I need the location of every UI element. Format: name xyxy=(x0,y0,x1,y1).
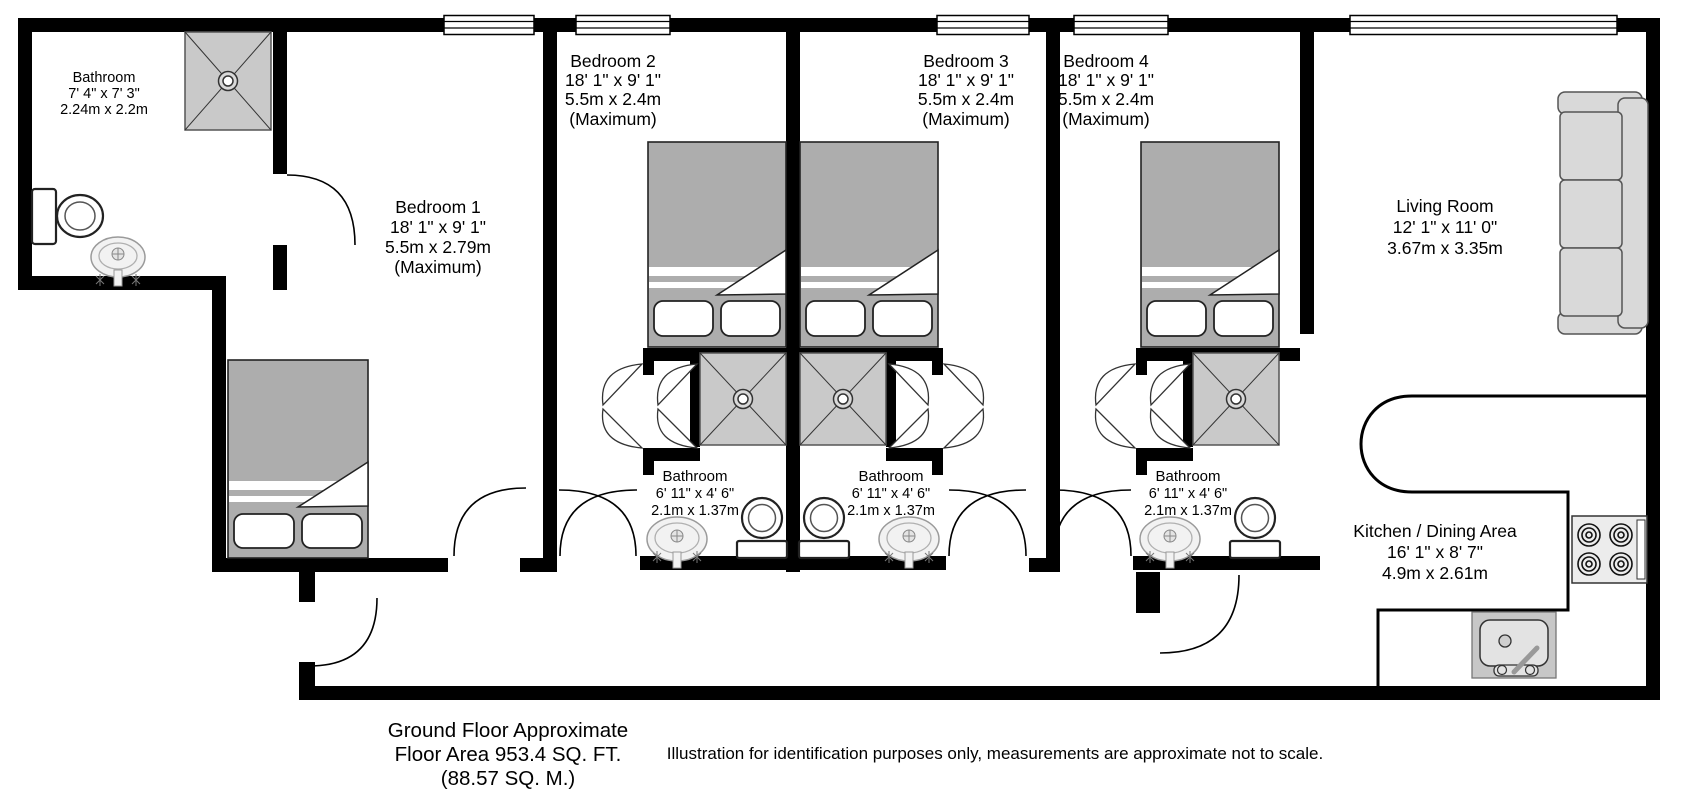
wall-segment xyxy=(643,448,654,475)
wall-segment xyxy=(299,686,1660,700)
window-icon xyxy=(937,16,1029,35)
hob-icon xyxy=(1572,516,1647,583)
room-dims-imperial: 12' 1" x 11' 0" xyxy=(1392,217,1498,237)
wall-segment xyxy=(212,558,448,572)
room-dims-imperial: 18' 1" x 9' 1" xyxy=(1058,70,1154,90)
wall-segment xyxy=(273,245,287,290)
wall-segment xyxy=(932,348,943,375)
room-dims-imperial: 6' 11" x 4' 6" xyxy=(1148,486,1228,502)
room-name: Bedroom 1 xyxy=(395,197,481,217)
toilet-icon xyxy=(1230,498,1280,558)
bed-icon xyxy=(800,142,938,347)
door-arc xyxy=(949,490,1026,556)
room-dims-metric: 5.5m x 2.79m xyxy=(384,237,492,257)
room-dims-metric: 2.1m x 1.37m xyxy=(1144,503,1232,519)
room-dims-metric: 5.5m x 2.4m xyxy=(1057,89,1155,109)
bifold-door-icon xyxy=(944,409,984,448)
room-dims-metric: 5.5m x 2.4m xyxy=(917,89,1015,109)
window-icon xyxy=(1074,16,1168,35)
room-name: Bedroom 2 xyxy=(570,51,656,71)
door-arc xyxy=(560,490,637,556)
wall-segment xyxy=(786,18,800,572)
room-dims-metric: 3.67m x 3.35m xyxy=(1387,238,1503,258)
bifold-door-icon xyxy=(1095,409,1135,448)
door-arc xyxy=(949,490,1026,556)
room-dims-imperial: 18' 1" x 9' 1" xyxy=(918,70,1014,90)
room-name: Bathroom xyxy=(858,468,924,485)
room-label-ensuite4 xyxy=(1144,468,1232,519)
room-name: Bedroom 4 xyxy=(1063,51,1149,71)
toilet-icon xyxy=(737,498,787,558)
room-qualifier: (Maximum) xyxy=(394,257,482,277)
room-dims-imperial: 7' 4" x 7' 3" xyxy=(68,86,140,102)
bed-icon xyxy=(648,142,786,347)
shower-icon xyxy=(1193,353,1279,445)
window-icon xyxy=(1350,16,1617,35)
room-name: Bathroom xyxy=(1155,468,1221,485)
room-label-kitchen xyxy=(1353,521,1517,583)
wall-segment xyxy=(1136,448,1147,475)
room-name: Bathroom xyxy=(72,70,136,86)
bed-icon xyxy=(1141,142,1279,347)
room-label-bedroom2 xyxy=(565,51,661,129)
door-arc xyxy=(559,490,636,556)
room-dims-metric: 2.1m x 1.37m xyxy=(847,503,935,519)
window-icon xyxy=(576,16,670,35)
room-label-ensuite3 xyxy=(847,468,935,519)
room-qualifier: (Maximum) xyxy=(569,109,657,129)
room-dims-imperial: 18' 1" x 9' 1" xyxy=(390,217,486,237)
wall-segment xyxy=(643,348,654,375)
door-arc xyxy=(1054,490,1131,556)
room-name: Bathroom xyxy=(662,468,728,485)
shower-icon xyxy=(185,32,271,130)
wall-segment xyxy=(299,558,315,602)
window-icon xyxy=(444,16,534,35)
door-arc xyxy=(454,488,526,556)
room-dims-imperial: 6' 11" x 4' 6" xyxy=(851,486,931,502)
room-dims-imperial: 16' 1" x 8' 7" xyxy=(1387,542,1483,562)
room-label-living-room xyxy=(1387,196,1503,258)
room-dims-imperial: 18' 1" x 9' 1" xyxy=(565,70,661,90)
kitchen-sink-icon xyxy=(1472,612,1556,678)
bifold-door-icon xyxy=(1095,364,1135,405)
floor-area-line2: Floor Area 953.4 SQ. FT. xyxy=(394,743,622,766)
room-label-ensuite2 xyxy=(651,468,739,519)
room-name: Kitchen / Dining Area xyxy=(1353,521,1517,541)
room-dims-metric: 2.1m x 1.37m xyxy=(651,503,739,519)
wall-segment xyxy=(1136,348,1147,375)
bed-icon xyxy=(228,360,368,558)
wall-segment xyxy=(273,18,287,174)
wall-segment xyxy=(932,448,943,475)
wall-segment xyxy=(18,18,32,290)
wall-segment xyxy=(299,662,315,700)
room-label-bedroom3 xyxy=(918,51,1014,129)
sink-icon xyxy=(91,237,145,286)
room-label-bedroom4 xyxy=(1058,51,1154,129)
toilet-icon xyxy=(799,498,849,558)
door-arc xyxy=(309,598,377,666)
sofa-icon xyxy=(1558,92,1648,334)
shower-icon xyxy=(800,353,886,445)
shower-icon xyxy=(700,353,786,445)
wall-segment xyxy=(1300,18,1314,334)
bifold-door-icon xyxy=(944,364,984,405)
room-dims-imperial: 6' 11" x 4' 6" xyxy=(655,486,735,502)
floor-area-line3: (88.57 SQ. M.) xyxy=(440,767,576,790)
bifold-door-icon xyxy=(602,364,642,405)
disclaimer-text: Illustration for identification purposes only, measurements are approximate not to scale. xyxy=(666,744,1324,763)
room-label-bedroom1 xyxy=(385,197,491,277)
door-arc xyxy=(1054,490,1131,556)
room-dims-metric: 2.24m x 2.2m xyxy=(60,102,148,118)
toilet-icon xyxy=(32,189,103,244)
footer xyxy=(388,719,1323,790)
wall-segment xyxy=(543,18,557,572)
bifold-door-icon xyxy=(602,409,642,448)
room-name: Living Room xyxy=(1396,196,1494,216)
room-qualifier: (Maximum) xyxy=(922,109,1010,129)
door-arc xyxy=(287,175,355,245)
floor-area-line1: Ground Floor Approximate xyxy=(387,719,629,742)
wall-segment xyxy=(212,276,226,572)
door-arc xyxy=(1160,575,1239,653)
room-dims-metric: 4.9m x 2.61m xyxy=(1381,563,1489,583)
room-name: Bedroom 3 xyxy=(923,51,1009,71)
room-qualifier: (Maximum) xyxy=(1062,109,1150,129)
room-dims-metric: 5.5m x 2.4m xyxy=(564,89,662,109)
wall-segment xyxy=(1029,558,1046,572)
wall-segment xyxy=(1136,572,1160,613)
room-label-bathroom-main xyxy=(60,70,148,118)
